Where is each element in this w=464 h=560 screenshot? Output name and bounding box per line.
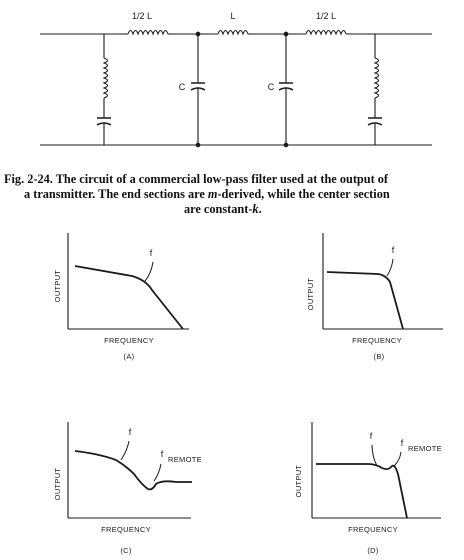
graph-b-panel-label: (B) [373,352,385,361]
graph-b-marker-f: f [391,245,395,255]
graph-c-remote-label: REMOTE [168,455,202,464]
graph-b-x-label: FREQUENCY [352,336,402,345]
graph-b-y-label: OUTPUT [306,277,315,311]
caption-line-2-end: -derived, while the center section [217,187,390,201]
graph-b-marker-leader [387,259,393,276]
inductor-half-l-left [128,31,168,35]
graph-a [53,233,189,361]
graph-d-marker-leader-2 [394,452,401,466]
caption-line-3-end: . [258,202,262,216]
graph-d-marker-f-2: f [400,438,404,448]
junction-dot [284,143,288,147]
filter-circuit [40,31,432,147]
caption-line-3 [4,202,464,217]
graph-d-marker-leader-1 [372,445,377,466]
graph-a-panel-label: (A) [123,352,135,361]
graph-d-remote-label: REMOTE [408,444,442,453]
graph-a-marker-f: f [149,248,153,258]
graph-d-y-label: OUTPUT [294,464,303,498]
inductor-l-center [218,31,248,35]
graph-c-x-label: FREQUENCY [101,525,151,534]
graph-c-marker-leader-1 [121,441,129,460]
junction-dot [196,143,200,147]
junction-dot [196,32,200,36]
caption-line-3-emphasis: k [252,202,259,216]
inductor-center-label: L [230,11,236,21]
graph-d-marker-f-1: f [369,431,373,441]
graph-c-marker-f-2: f [160,449,164,459]
graph-b-response-curve [327,272,403,329]
graph-d-x-label: FREQUENCY [348,525,398,534]
graph-c [53,422,202,555]
graph-a-marker-leader [145,262,153,281]
caption-line-2 [4,187,464,202]
caption-line-3-start: are constant- [184,202,253,216]
graph-c-y-label: OUTPUT [53,467,62,501]
inductor-left-label: 1/2 L [131,11,153,21]
capacitor-right-label: C [267,82,275,92]
caption-line-2-emphasis: m [207,187,218,201]
graph-a-response-curve [75,266,183,329]
inductor-right-label: 1/2 L [315,11,337,21]
graph-a-x-label: FREQUENCY [104,336,154,345]
graph-a-y-label: OUTPUT [53,269,62,303]
inductor-half-l-right [306,31,346,35]
graph-c-marker-f-1: f [128,427,132,437]
graph-c-panel-label: (C) [120,546,132,555]
graph-d-response-curve [316,464,407,518]
shunt-inductor-right [375,58,379,98]
caption-line-1: Fig. 2-24. The circuit of a commercial low-pass filter used at the output of [4,172,389,186]
graph-c-marker-leader-2 [154,464,161,481]
shunt-inductor-left [104,58,108,98]
caption-line-2-start: a transmitter. The end sections are [24,187,208,201]
graph-d [294,422,442,555]
figure-caption [4,172,464,217]
graph-d-panel-label: (D) [367,546,379,555]
junction-dot [284,32,288,36]
capacitor-left-label: C [178,82,186,92]
graph-b [306,233,443,361]
